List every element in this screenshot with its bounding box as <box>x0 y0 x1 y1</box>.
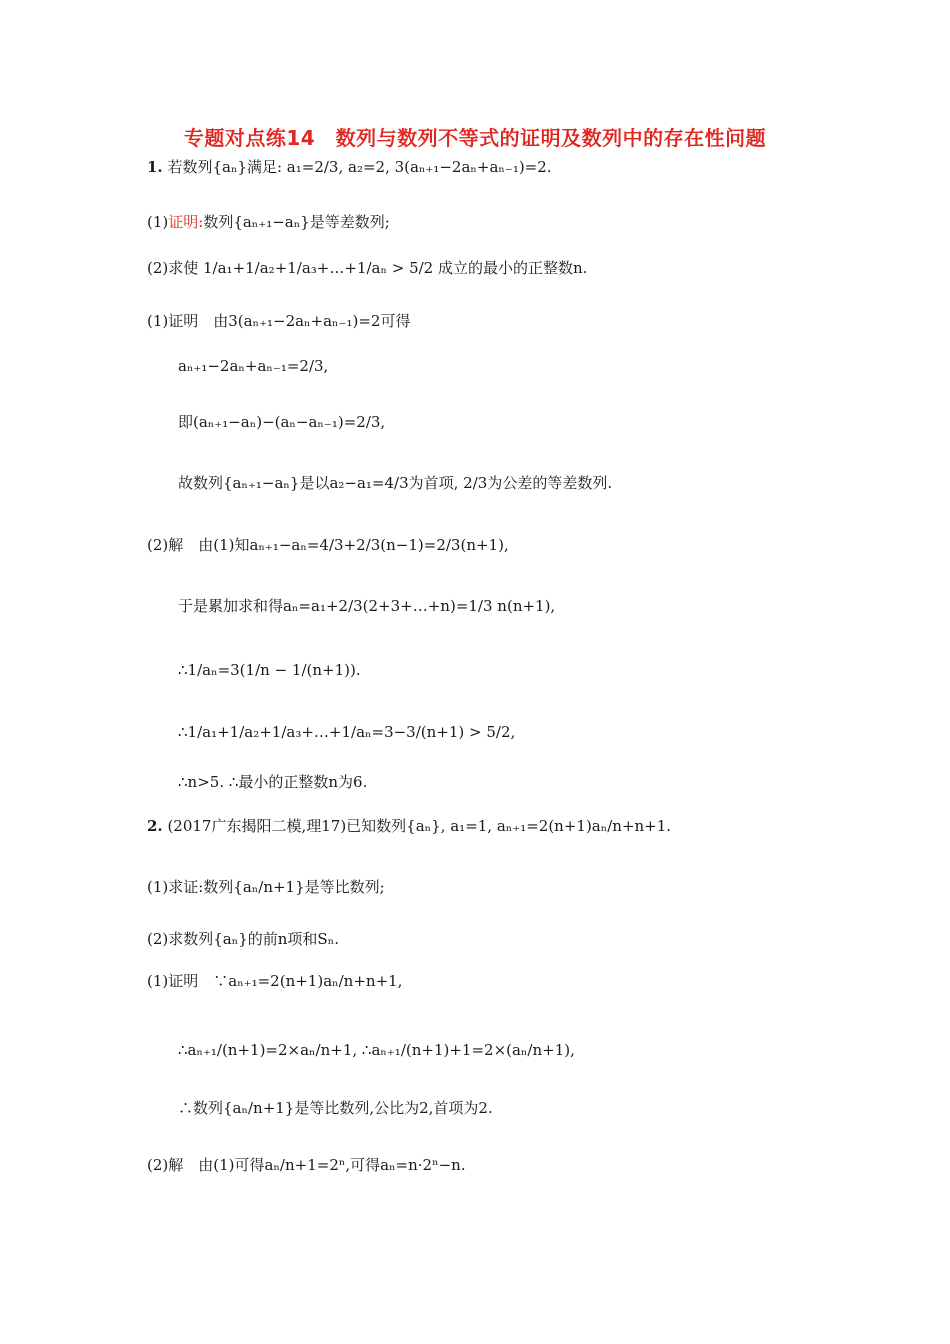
q1-solution2-line3: ∴1/a₁+1/a₂+1/a₃+…+1/aₙ=3−3/(n+1) > 5/2, <box>178 723 516 741</box>
q1-solution2-line2: ∴1/aₙ=3(1/n − 1/(n+1)). <box>178 661 361 679</box>
q1-part1: (1)证明:数列{aₙ₊₁−aₙ}是等差数列; <box>147 213 390 231</box>
q1-solution1-line1: aₙ₊₁−2aₙ+aₙ₋₁=2/3, <box>178 357 329 375</box>
q2-part1: (1)求证:数列{aₙ/n+1}是等比数列; <box>147 878 385 896</box>
q1-part2: (2)求使 1/a₁+1/a₂+1/a₃+…+1/aₙ > 5/2 成立的最小的正整数n. <box>147 259 588 277</box>
q2-solution1-head: (1)证明 ∵aₙ₊₁=2(n+1)aₙ/n+n+1, <box>147 972 403 990</box>
q1-solution2-line1: 于是累加求和得aₙ=a₁+2/3(2+3+…+n)=1/3 n(n+1), <box>178 597 556 615</box>
q2-stem <box>147 816 671 836</box>
q2-solution2: (2)解 由(1)可得aₙ/n+1=2ⁿ,可得aₙ=n·2ⁿ−n. <box>147 1156 466 1174</box>
q2-solution1-line1: ∴aₙ₊₁/(n+1)=2×aₙ/n+1, ∴aₙ₊₁/(n+1)+1=2×(aₙ/n+1), <box>178 1041 575 1059</box>
q1-solution1-line3: 故数列{aₙ₊₁−aₙ}是以a₂−a₁=4/3为首项, 2/3为公差的等差数列. <box>178 474 613 492</box>
q1-stem <box>147 157 552 177</box>
q1-solution1-line2: 即(aₙ₊₁−aₙ)−(aₙ−aₙ₋₁)=2/3, <box>178 413 386 431</box>
q2-stem-text: (2017广东揭阳二模,理17)已知数列{aₙ}, a₁=1, aₙ₊₁=2(n+1)aₙ/n+n+1. <box>167 817 672 835</box>
q2-solution1-line2: ∴数列{aₙ/n+1}是等比数列,公比为2,首项为2. <box>178 1099 493 1117</box>
proof-keyword: 证明: <box>168 213 204 231</box>
q1-solution1-head: (1)证明 由3(aₙ₊₁−2aₙ+aₙ₋₁)=2可得 <box>147 312 411 330</box>
q2-number: 2. <box>147 817 163 835</box>
q1-number: 1. <box>147 158 163 176</box>
q2-part2: (2)求数列{aₙ}的前n项和Sₙ. <box>147 930 339 948</box>
q1-solution2-line4: ∴n>5. ∴最小的正整数n为6. <box>178 773 368 791</box>
q1-solution2-head: (2)解 由(1)知aₙ₊₁−aₙ=4/3+2/3(n−1)=2/3(n+1), <box>147 536 509 554</box>
page-title: 专题对点练14 数列与数列不等式的证明及数列中的存在性问题 <box>183 126 767 150</box>
q1-stem-text: 若数列{aₙ}满足: a₁=2/3, a₂=2, 3(aₙ₊₁−2aₙ+aₙ₋₁)=2. <box>167 158 552 176</box>
